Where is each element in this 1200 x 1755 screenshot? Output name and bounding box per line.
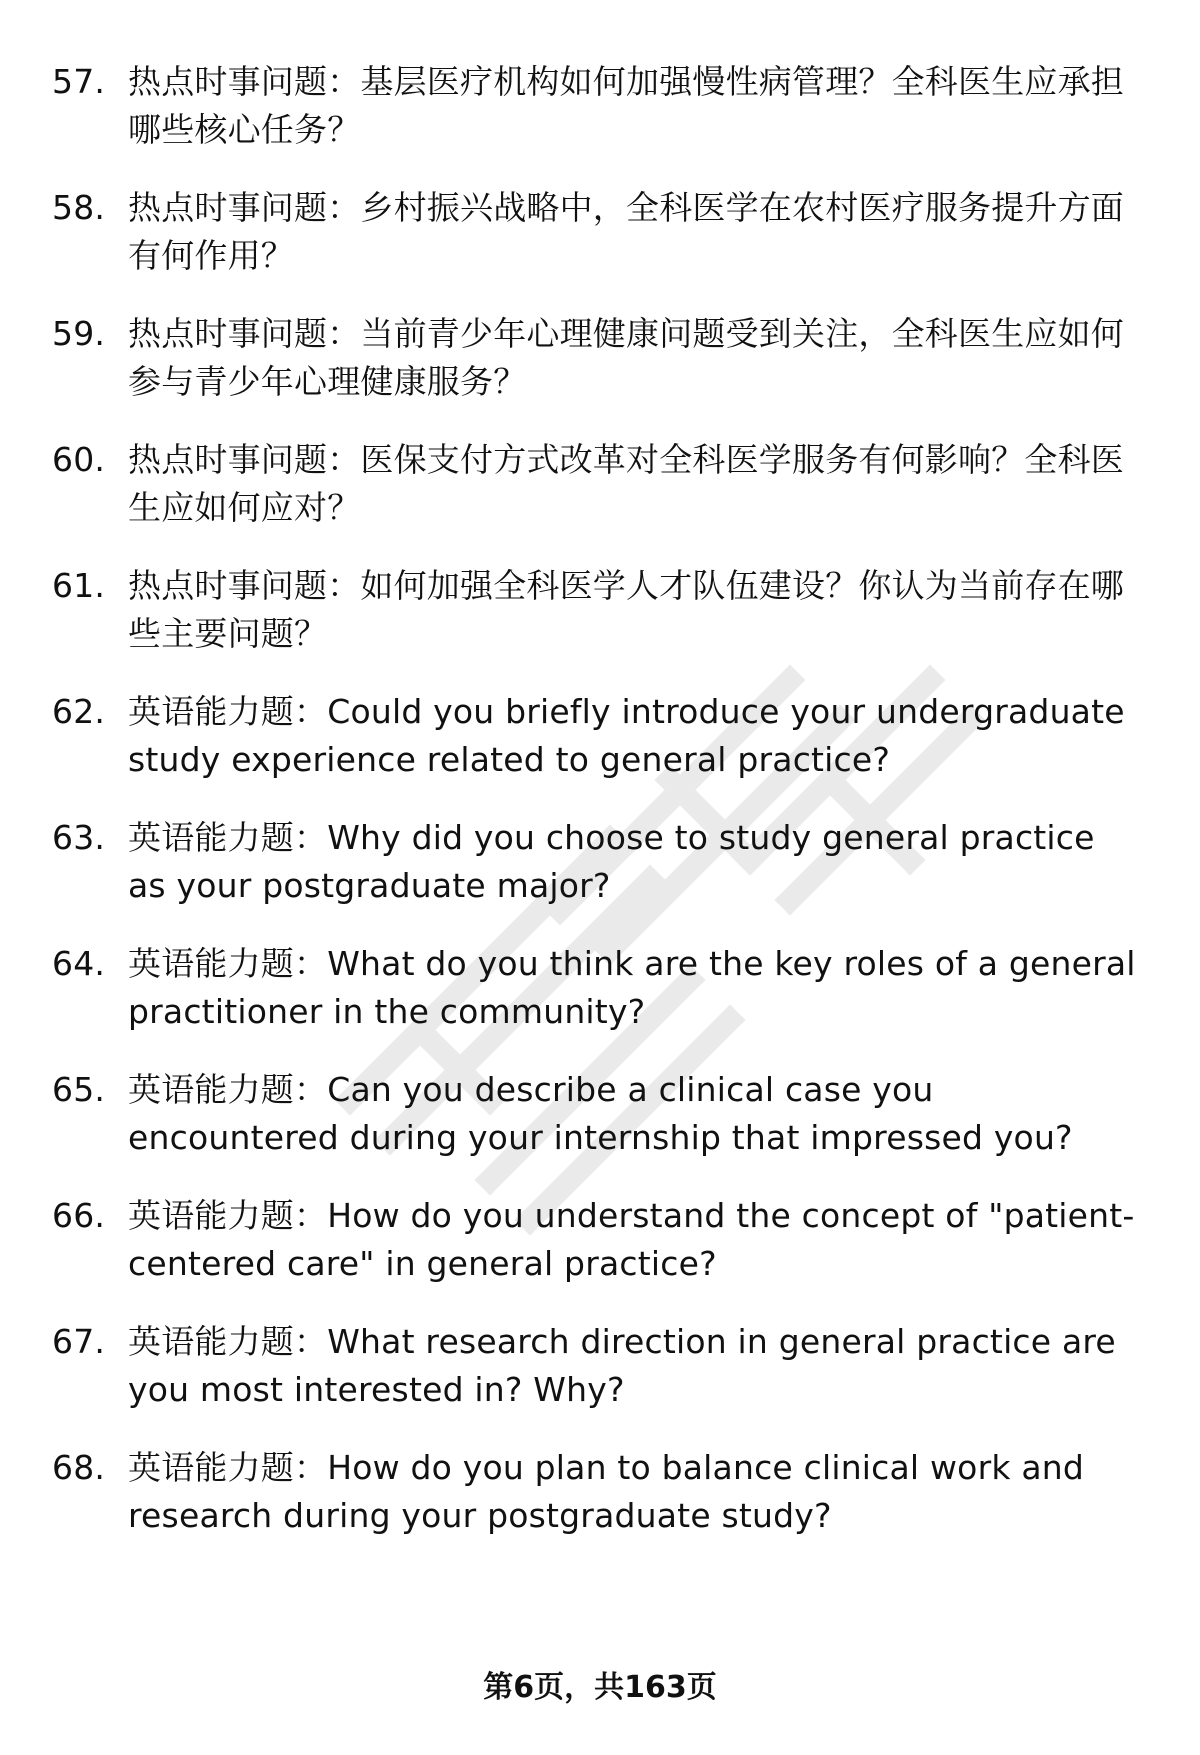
question-text: 英语能力题：How do you plan to balance clinical work and research during your postgraduate study? (128, 1448, 1085, 1535)
page-number-label: 第6页，共163页 (483, 1670, 717, 1705)
question-number: 64. (52, 944, 106, 983)
question-text: 英语能力题：What research direction in general practice are you most interested in? Why? (128, 1322, 1116, 1409)
question-list (0, 58, 1200, 1570)
question-number: 65. (52, 1070, 106, 1109)
question-item (0, 562, 1200, 658)
question-text: 热点时事问题：基层医疗机构如何加强慢性病管理？全科医生应承担哪些核心任务？ (128, 62, 1124, 149)
question-number: 61. (52, 566, 106, 605)
question-number: 67. (52, 1322, 106, 1361)
question-text: 英语能力题：Why did you choose to study general practice as your postgraduate major? (128, 818, 1095, 905)
question-item (0, 436, 1200, 532)
question-number: 58. (52, 188, 106, 227)
question-number: 60. (52, 440, 106, 479)
question-item (0, 184, 1200, 280)
question-item (0, 310, 1200, 406)
question-text: 英语能力题：How do you understand the concept of "patient-centered care" in general practice? (128, 1196, 1135, 1283)
question-item (0, 940, 1200, 1036)
question-item (0, 1192, 1200, 1288)
question-number: 59. (52, 314, 106, 353)
question-text: 英语能力题：What do you think are the key roles of a general practitioner in the community? (128, 944, 1136, 1031)
question-number: 68. (52, 1448, 106, 1487)
question-text: 热点时事问题：当前青少年心理健康问题受到关注，全科医生应如何参与青少年心理健康服务？ (128, 314, 1124, 401)
question-item (0, 1066, 1200, 1162)
question-number: 62. (52, 692, 106, 731)
question-item (0, 1444, 1200, 1540)
question-text: 热点时事问题：医保支付方式改革对全科医学服务有何影响？全科医生应如何应对？ (128, 440, 1124, 527)
question-number: 63. (52, 818, 106, 857)
question-item (0, 58, 1200, 154)
question-item (0, 688, 1200, 784)
question-number: 57. (52, 62, 106, 101)
question-text: 热点时事问题：如何加强全科医学人才队伍建设？你认为当前存在哪些主要问题？ (128, 566, 1124, 653)
question-item (0, 814, 1200, 910)
question-text: 热点时事问题：乡村振兴战略中，全科医学在农村医疗服务提升方面有何作用？ (128, 188, 1124, 275)
question-text: 英语能力题：Can you describe a clinical case you encountered during your internship that impressed you? (128, 1070, 1073, 1157)
question-number: 66. (52, 1196, 106, 1235)
page-footer (0, 1666, 1200, 1710)
question-item (0, 1318, 1200, 1414)
question-text: 英语能力题：Could you briefly introduce your undergraduate study experience related to general practice? (128, 692, 1125, 779)
